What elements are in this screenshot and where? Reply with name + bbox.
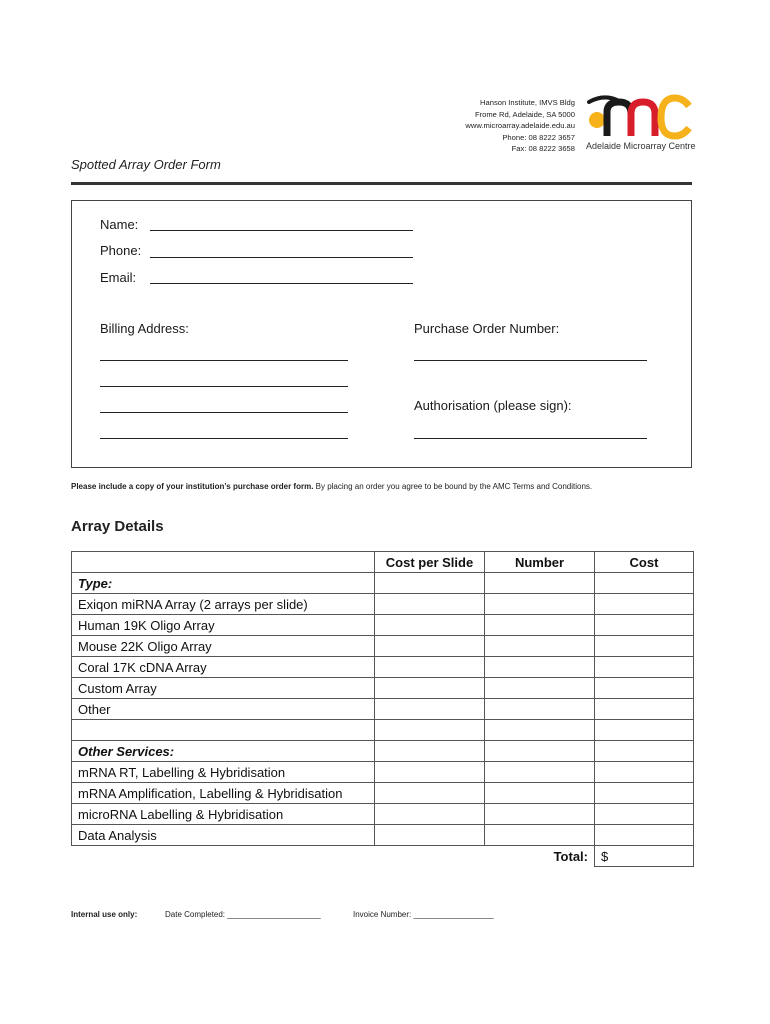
billing-field-1[interactable] (100, 360, 348, 361)
number-cell[interactable] (485, 699, 595, 720)
table-row (72, 594, 694, 615)
cost-cell[interactable] (595, 678, 694, 699)
table-row (72, 657, 694, 678)
total-label: Total: (553, 848, 588, 864)
total-row (72, 846, 694, 867)
cost-cell[interactable] (595, 615, 694, 636)
logo-text: Adelaide Microarray Centre (586, 141, 696, 151)
signature-field[interactable] (414, 438, 647, 439)
address-line: www.microarray.adelaide.edu.au (465, 121, 575, 130)
array-details-title: Array Details (71, 518, 164, 535)
email-label: Email: (100, 270, 137, 285)
table-row (72, 825, 694, 846)
array-details-table (71, 551, 694, 867)
invoice-number-field: Invoice Number: __________________ (353, 910, 494, 919)
number-cell[interactable] (485, 636, 595, 657)
billing-label: Billing Address: (100, 321, 189, 336)
cost-per-slide-cell[interactable] (375, 678, 485, 699)
po-note-text: By placing an order you agree to be bound by the AMC Terms and Conditions. (313, 482, 593, 491)
row-label: Exiqon miRNA Array (2 arrays per slide) (72, 594, 375, 615)
cost-cell[interactable] (595, 762, 694, 783)
address-line: Fax: 08 8222 3658 (511, 144, 575, 153)
number-cell[interactable] (485, 720, 595, 741)
table-row (72, 573, 694, 594)
date-completed-field: Date Completed: _____________________ (165, 910, 321, 919)
row-label: Human 19K Oligo Array (72, 615, 375, 636)
cost-per-slide-cell[interactable] (375, 657, 485, 678)
row-label: Custom Array (72, 678, 375, 699)
cost-cell[interactable] (595, 783, 694, 804)
row-label: Coral 17K cDNA Array (72, 657, 375, 678)
cost-per-slide-cell[interactable] (375, 762, 485, 783)
cost-cell[interactable] (595, 699, 694, 720)
po-label: Purchase Order Number: (414, 321, 560, 336)
table-row (72, 741, 694, 762)
column-header (72, 552, 375, 573)
cost-per-slide-cell[interactable] (375, 825, 485, 846)
cost-per-slide-cell[interactable] (375, 573, 485, 594)
cost-cell[interactable] (595, 720, 694, 741)
number-cell[interactable] (485, 825, 595, 846)
cost-per-slide-cell[interactable] (375, 741, 485, 762)
number-cell[interactable] (485, 615, 595, 636)
cost-cell[interactable] (595, 657, 694, 678)
email-field[interactable] (150, 283, 413, 284)
number-cell[interactable] (485, 741, 595, 762)
table-row (72, 678, 694, 699)
billing-field-4[interactable] (100, 438, 348, 439)
cost-cell[interactable] (595, 741, 694, 762)
table-header-row (72, 552, 694, 573)
cost-per-slide-cell[interactable] (375, 783, 485, 804)
row-label: mRNA RT, Labelling & Hybridisation (72, 762, 375, 783)
title-rule (71, 182, 692, 185)
row-label: Mouse 22K Oligo Array (72, 636, 375, 657)
number-cell[interactable] (485, 594, 595, 615)
cost-cell[interactable] (595, 573, 694, 594)
billing-field-3[interactable] (100, 412, 348, 413)
cost-cell[interactable] (595, 636, 694, 657)
cost-cell[interactable] (595, 825, 694, 846)
type-heading: Type: (72, 573, 375, 594)
name-label: Name: (100, 217, 139, 232)
number-cell[interactable] (485, 573, 595, 594)
row-label: microRNA Labelling & Hybridisation (72, 804, 375, 825)
po-field[interactable] (414, 360, 647, 361)
table-row (72, 636, 694, 657)
cost-per-slide-cell[interactable] (375, 699, 485, 720)
auth-label: Authorisation (please sign): (414, 398, 572, 413)
table-row (72, 720, 694, 741)
address-line: Phone: 08 8222 3657 (502, 132, 575, 142)
table-row (72, 783, 694, 804)
row-label[interactable] (72, 720, 375, 741)
column-header: Cost per Slide (375, 552, 485, 573)
cost-per-slide-cell[interactable] (375, 804, 485, 825)
table-row (72, 804, 694, 825)
cost-per-slide-cell[interactable] (375, 636, 485, 657)
table-row (72, 699, 694, 720)
column-header: Cost (595, 552, 694, 573)
form-title: Spotted Array Order Form (71, 157, 221, 172)
cost-cell[interactable] (595, 594, 694, 615)
billing-field-2[interactable] (100, 386, 348, 387)
column-header: Number (485, 552, 595, 573)
number-cell[interactable] (485, 657, 595, 678)
address-line: Hanson Institute, IMVS Bldg (480, 98, 575, 107)
cost-per-slide-cell[interactable] (375, 594, 485, 615)
number-cell[interactable] (485, 783, 595, 804)
table-row (72, 615, 694, 636)
row-label: Other (72, 699, 375, 720)
total-value[interactable]: $ (595, 846, 694, 867)
address-block (410, 97, 575, 155)
address-line: Frome Rd, Adelaide, SA 5000 (474, 109, 575, 119)
internal-use-label: Internal use only: (71, 910, 138, 919)
row-label: Data Analysis (72, 825, 375, 846)
name-field[interactable] (150, 230, 413, 231)
number-cell[interactable] (485, 804, 595, 825)
phone-label: Phone: (100, 243, 142, 258)
table-row (72, 762, 694, 783)
row-label: mRNA Amplification, Labelling & Hybridisation (72, 783, 375, 804)
cost-cell[interactable] (595, 804, 694, 825)
phone-field[interactable] (150, 257, 413, 258)
cost-per-slide-cell[interactable] (375, 720, 485, 741)
services-heading: Other Services: (72, 741, 375, 762)
number-cell[interactable] (485, 678, 595, 699)
po-note (71, 482, 592, 491)
cost-per-slide-cell[interactable] (375, 615, 485, 636)
number-cell[interactable] (485, 762, 595, 783)
po-note-bold: Please include a copy of your institution’s purchase order form. (71, 482, 314, 491)
